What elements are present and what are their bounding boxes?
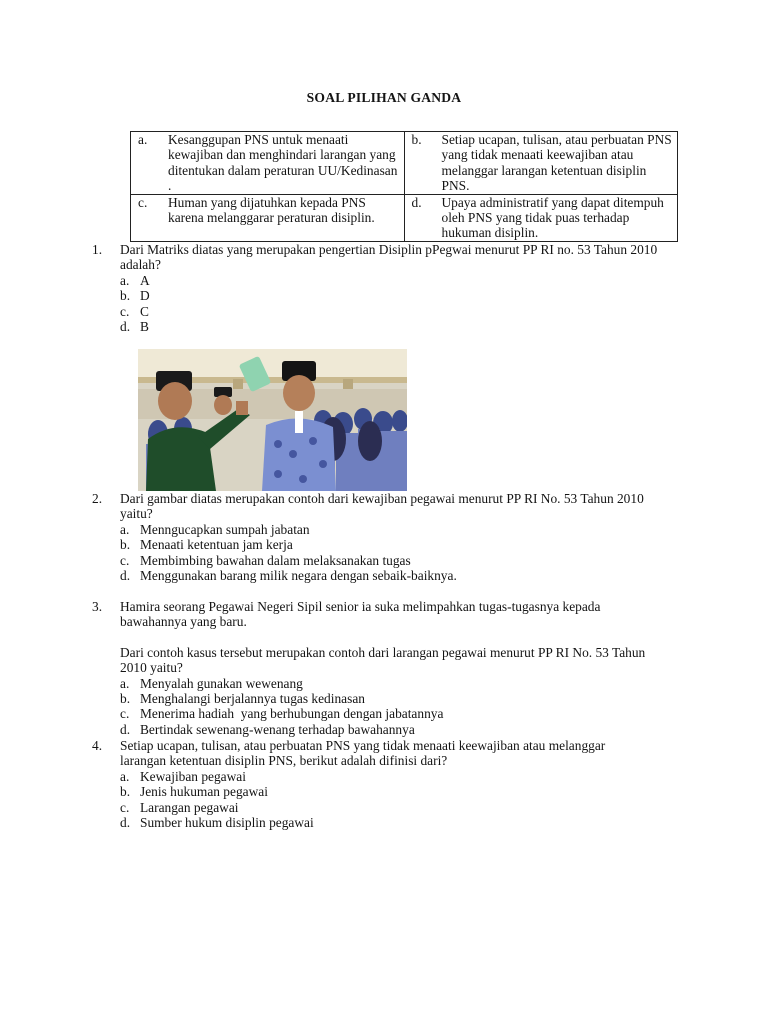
option-letter: b. [120, 288, 131, 304]
question-text: Dari Matriks diatas yang merupakan pengertian Disiplin pPegwai menurut PP RI no. 53 Tahun 2010 adalah? [120, 242, 658, 273]
matrix-letter: d. [411, 194, 422, 210]
option[interactable] [120, 706, 672, 721]
option-text: B [140, 319, 149, 335]
option-letter: a. [120, 768, 130, 784]
ceremony-illustration [138, 349, 407, 491]
option-text: A [140, 272, 150, 288]
option-text: Menggunakan barang milik negara dengan sebaik-baiknya. [140, 568, 457, 584]
matrix-letter: c. [138, 194, 148, 210]
definition-matrix [130, 131, 678, 242]
option-text: Menerima hadiah yang berhubungan dengan jabatannya [140, 706, 444, 722]
matrix-cell-a [131, 132, 405, 195]
option-letter: a. [120, 675, 130, 691]
option-text: Bertindak sewenang-wenang terhadap bawahannya [140, 721, 415, 737]
option[interactable] [120, 288, 672, 303]
option-letter: d. [120, 568, 131, 584]
option-letter: c. [120, 552, 130, 568]
option[interactable] [120, 691, 672, 706]
option-letter: d. [120, 319, 131, 335]
option-letter: a. [120, 521, 130, 537]
option-letter: c. [120, 303, 130, 319]
option[interactable] [120, 800, 672, 815]
option[interactable] [120, 553, 672, 568]
option-text: Menngucapkan sumpah jabatan [140, 521, 310, 537]
option-text: Menyalah gunakan wewenang [140, 675, 303, 691]
option[interactable] [120, 815, 672, 830]
matrix-text: Human yang dijatuhkan kepada PNS karena melanggarar peraturan disiplin. [168, 194, 375, 226]
option-letter: c. [120, 799, 130, 815]
question-followup-text: Dari contoh kasus tersebut merupakan contoh dari larangan pegawai menurut PP RI No. 53 Tahun 2010 yaitu? [120, 644, 646, 676]
option[interactable] [120, 769, 672, 784]
option[interactable] [120, 784, 672, 799]
option-text: Menaati ketentuan jam kerja [140, 537, 293, 553]
option[interactable] [120, 522, 672, 537]
question-number: 3. [92, 599, 103, 614]
oath-ceremony-photo [138, 349, 407, 491]
page-title: SOAL PILIHAN GANDA [306, 90, 462, 105]
question-number: 4. [92, 738, 103, 753]
question-text: Setiap ucapan, tulisan, atau perbuatan PNS yang tidak menaati keewajiban atau melanggar larangan ketentuan disiplin PNS, berikut adalah difinisi dari? [120, 738, 606, 769]
option-text: Sumber hukum disiplin pegawai [140, 815, 314, 831]
option[interactable] [120, 537, 672, 552]
option-letter: d. [120, 721, 131, 737]
option-text: Membimbing bawahan dalam melaksanakan tugas [140, 552, 411, 568]
question-text: Hamira seorang Pegawai Negeri Sipil senior ia suka melimpahkan tugas-tugasnya kepada bawahannya yang baru. [120, 599, 601, 630]
option[interactable] [120, 676, 672, 691]
matrix-text: Kesanggupan PNS untuk menaati kewajiban dan menghindari larangan yang ditentukan dalam peraturan UU/Kedinasan . [168, 132, 398, 194]
option-text: Jenis hukuman pegawai [140, 784, 268, 800]
matrix-text: Setiap ucapan, tulisan, atau perbuatan PNS yang tidak menaati keewajiban atau melanggar larangan ketentuan disiplin PNS. [441, 132, 672, 194]
option-text: D [140, 288, 150, 304]
option-letter: b. [120, 784, 131, 800]
question-1 [92, 242, 672, 334]
option[interactable] [120, 304, 672, 319]
option-text: C [140, 303, 149, 319]
matrix-cell-c [131, 194, 405, 241]
question-text: Dari gambar diatas merupakan contoh dari kewajiban pegawai menurut PP RI No. 53 Tahun 2010 yaitu? [120, 491, 644, 522]
question-number: 1. [92, 242, 103, 257]
option[interactable] [120, 273, 672, 288]
option-text: Larangan pegawai [140, 799, 239, 815]
option-letter: c. [120, 706, 130, 722]
option-letter: d. [120, 815, 131, 831]
matrix-letter: b. [411, 132, 422, 147]
question-2 [92, 491, 672, 583]
option-text: Menghalangi berjalannya tugas kedinasan [140, 691, 365, 707]
matrix-text: Upaya administratif yang dapat ditempuh oleh PNS yang tidak puas terhadap hukuman disiplin. [441, 194, 664, 241]
option[interactable] [120, 568, 672, 583]
option[interactable] [120, 319, 672, 334]
question-4 [92, 738, 672, 830]
matrix-letter: a. [138, 132, 148, 147]
matrix-cell-b [404, 132, 678, 195]
question-3 [92, 599, 672, 737]
option-letter: b. [120, 537, 131, 553]
question-number: 2. [92, 491, 103, 506]
option-letter: a. [120, 272, 130, 288]
matrix-cell-d [404, 194, 678, 241]
option-text: Kewajiban pegawai [140, 768, 246, 784]
option[interactable] [120, 722, 672, 737]
option-letter: b. [120, 691, 131, 707]
